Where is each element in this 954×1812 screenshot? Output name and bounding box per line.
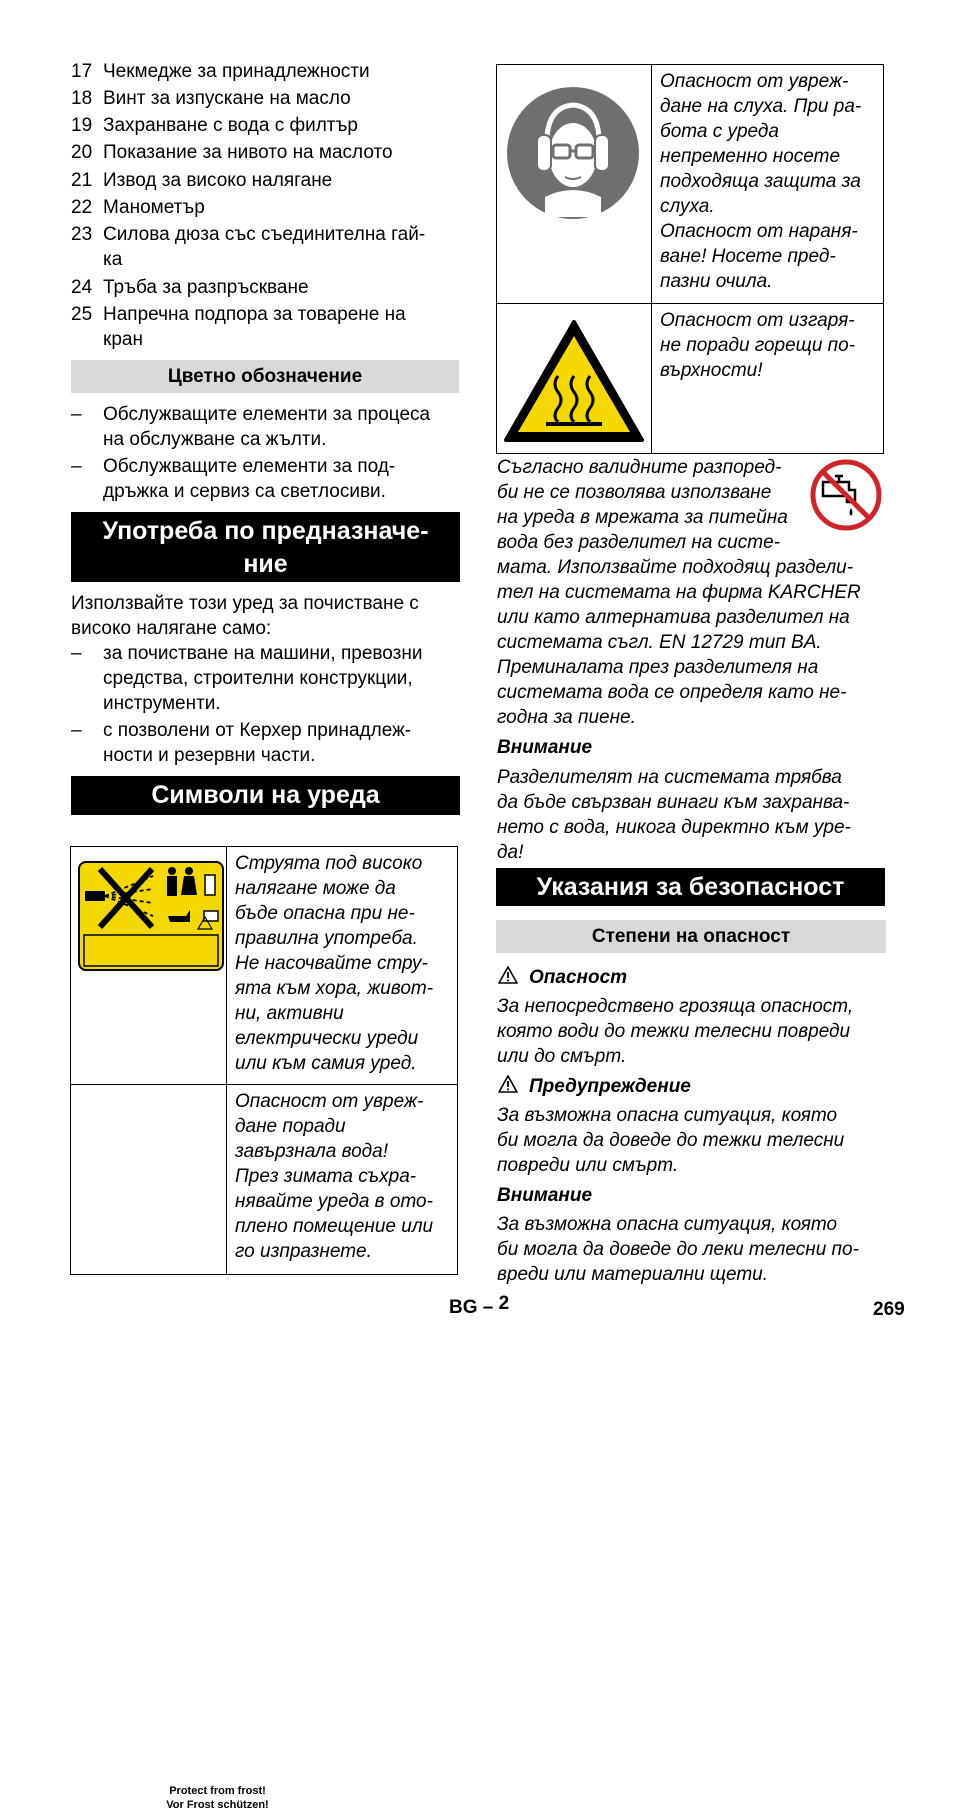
safety-heading: Указания за безопасност bbox=[496, 868, 885, 906]
no-drinking-water-icon bbox=[809, 458, 883, 532]
symbol-description-cell bbox=[652, 65, 884, 304]
danger-levels-heading: Степени на опасност bbox=[496, 920, 886, 953]
symbol-description-cell bbox=[652, 304, 884, 454]
hot-surface-text: Опасност от изгаря- не поради горещи по- върхности! bbox=[660, 310, 856, 381]
frost-warning-text: Опасност от увреж- дане поради завързнала вода! През зимата съхра- нявайте уреда в ото- плено помещение или го изпразнете. bbox=[235, 1091, 434, 1262]
color-section-heading: Цветно обозначение bbox=[71, 360, 459, 393]
device-symbols-table bbox=[70, 846, 458, 1811]
symbol-cell bbox=[497, 65, 652, 304]
symbol-cell bbox=[71, 847, 269, 1811]
intended-use-heading: Употреба по предназначе- ние bbox=[71, 512, 460, 582]
symbol-cell bbox=[497, 304, 652, 454]
warning-heading: Предупреждение bbox=[529, 1076, 691, 1097]
page-footer-label: BG – 2 bbox=[449, 1293, 510, 1318]
intended-use-intro: високо налягане само: bbox=[71, 618, 272, 639]
danger-heading: Опасност bbox=[529, 967, 628, 988]
intended-use-intro: Използвайте този уред за почистване с bbox=[71, 593, 419, 614]
symbols-heading: Символи на уреда bbox=[71, 776, 460, 815]
symbol-description-cell bbox=[227, 847, 458, 1085]
warning-triangle-icon bbox=[498, 966, 518, 984]
high-pressure-warning-text: Струята под високо налягане може да бъде опасна при не- правилна употреба. Не насочвайте стру- ята към хора, живот- ни, активни електрически уреди или към самия уред. bbox=[235, 853, 434, 1074]
page-number: 269 bbox=[873, 1299, 905, 1320]
frost-warning-label-icon bbox=[78, 861, 224, 973]
ear-eye-protection-icon bbox=[505, 85, 641, 221]
frost-label-text: Protect from frost! Vor Frost schützen! bbox=[166, 1784, 269, 1811]
caution-heading: Внимание bbox=[497, 1185, 593, 1206]
hearing-protection-text: Опасност от увреж- дане на слуха. При ра- бота с уреда непременно носете подходяща защита за слуха. Опасност от нараня- ване! Носете пред- пазни очила. bbox=[660, 71, 862, 292]
warning-symbols-table bbox=[496, 64, 884, 454]
hot-surface-warning-icon bbox=[502, 318, 646, 444]
warning-triangle-icon bbox=[498, 1075, 518, 1093]
symbol-description-cell bbox=[227, 1085, 458, 1275]
attention-heading: Внимание bbox=[497, 737, 593, 758]
